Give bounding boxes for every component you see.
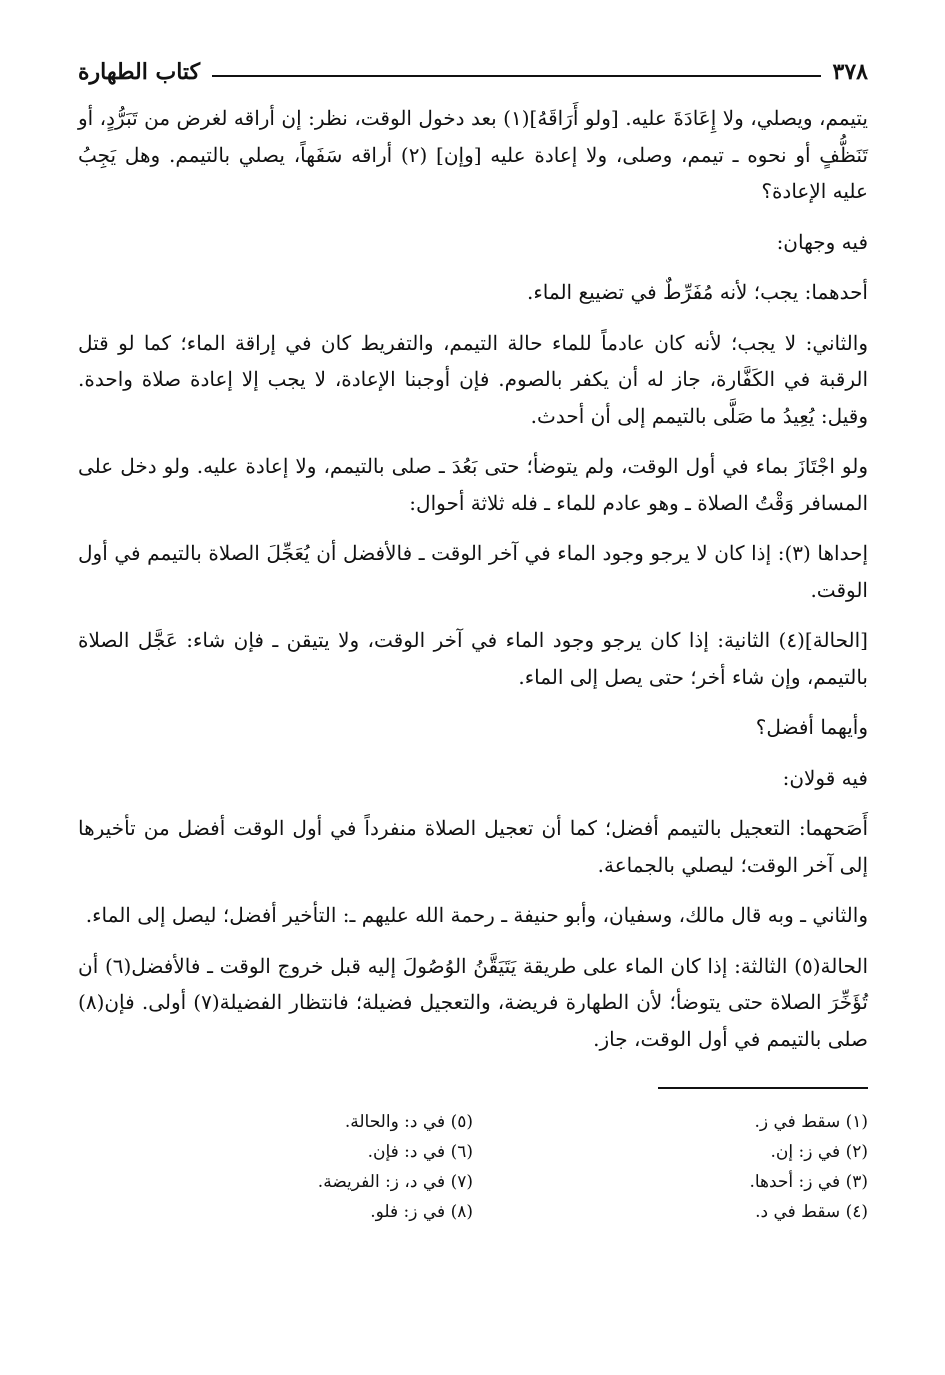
book-title: كتاب الطهارة [78, 59, 201, 85]
paragraph: والثاني: لا يجب؛ لأنه كان عادماً للماء حالة التيمم، والتفريط كان في إراقة الماء؛ كما لو قتل الرقبة في الكَفَّارة، جاز له أن يكفر بالصوم. فإن أوجبنا الإعادة، لا يجب إلا إعادة صلاة واحدة. وقيل: يُعِيدُ ما صَلَّى بالتيمم إلى أن أحدث. [78, 330, 868, 428]
header-rule [212, 75, 821, 77]
footnote: (٨) في ز: فلو. [370, 1202, 473, 1222]
paragraph: الحالة(٥) الثالثة: إذا كان الماء على طريقة يَتَيَقَّنُ الوُصُولَ إليه قبل خروج الوقت ـ فالأفضل(٦) أن تُؤَخِّرَ الصلاة حتى يتوضأ؛ لأن الطهارة فريضة، والتعجيل فضيلة؛ فانتظار الفضيلة(٧) أولى. فإن(٨) صلى بالتيمم في أول الوقت، جاز. [78, 953, 869, 1051]
footnote: (٦) في د: فإن. [367, 1142, 473, 1162]
paragraph: والثاني ـ وبه قال مالك، وسفيان، وأبو حنيفة ـ رحمة الله عليهم ـ: التأخير أفضل؛ ليصل إلى الماء. [85, 903, 868, 927]
footnote: (١) سقط في ز. [754, 1112, 868, 1132]
paragraph: فيه وجهان: [776, 229, 868, 254]
main-text [78, 100, 868, 1057]
running-header [78, 52, 868, 92]
paragraph: فيه قولان: [782, 765, 868, 790]
page-number: ٣٧٨ [832, 59, 868, 85]
document-page [78, 52, 868, 1342]
paragraph: [الحالة](٤) الثانية: إذا كان يرجو وجود الماء في آخر الوقت، ولا يتيقن ـ فإن شاء: عَجَّل الصلاة بالتيمم، وإن شاء أخر؛ حتى يصل إلى الماء. [78, 628, 868, 689]
paragraph: أحدهما: يجب؛ لأنه مُفَرِّطٌ في تضييع الماء. [527, 280, 868, 304]
footnote: (٤) سقط في د. [755, 1202, 868, 1222]
paragraph: يتيمم، ويصلي، ولا إِعَادَةَ عليه. [ولو أَرَاقَهُ](١) بعد دخول الوقت، نظر: إن أراقه لغرض من تَبَرُّدٍ، أو تَنَظُّفٍ أو نحوه ـ تيمم، وصلى، ولا إعادة عليه [وإن] (٢) أراقه سَفَهاً، يصلي بالتيمم. وهل يَجِبُ عليه الإعادة؟ [78, 106, 868, 203]
footnotes-right-column [593, 1107, 868, 1227]
footnote: (٧) في د، ز: الفريضة. [317, 1172, 473, 1192]
paragraph: إحداها (٣): إذا كان لا يرجو وجود الماء في آخر الوقت ـ فالأفضل أن يُعَجِّلَ الصلاة بالتيمم في أول الوقت. [78, 541, 869, 602]
footnote: (٣) في ز: أحدها. [749, 1172, 868, 1192]
paragraph: ولو اجْتَازَ بماء في أول الوقت، ولم يتوضأ؛ حتى بَعُدَ ـ صلى بالتيمم، ولا إعادة عليه. ولو دخل على المسافر وَقْتُ الصلاة ـ وهو عادم للماء ـ فله ثلاثة أحوال: [78, 454, 868, 515]
paragraph: أَصَحهما: التعجيل بالتيمم أفضل؛ كما أن تعجيل الصلاة منفرداً في أول الوقت أفضل من تأخيرها إلى آخر الوقت؛ ليصلي بالجماعة. [78, 816, 868, 877]
paragraph: وأيهما أفضل؟ [755, 715, 868, 739]
footnote: (٥) في د: والحالة. [344, 1112, 473, 1132]
footnotes [78, 1107, 868, 1227]
footnote: (٢) في ز: إن. [770, 1142, 868, 1162]
footnote-separator [658, 1087, 868, 1089]
footnotes-left-column [198, 1107, 473, 1227]
